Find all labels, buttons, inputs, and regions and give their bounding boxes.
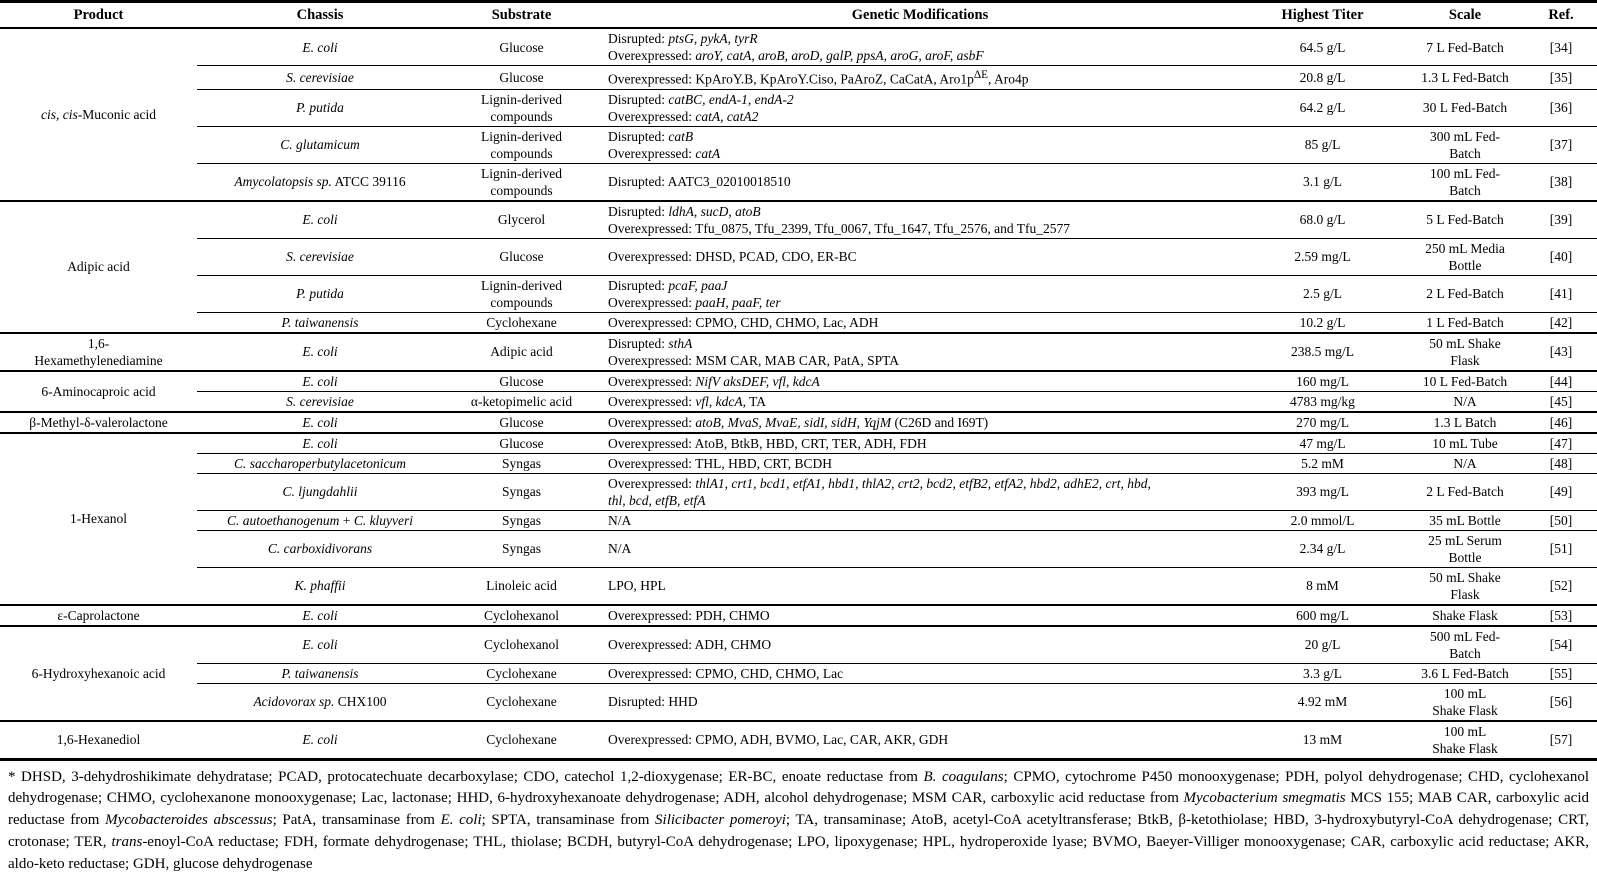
genetic-modifications-cell: LPO, HPL [600,567,1240,605]
scale-cell: N/A [1405,453,1525,473]
chassis-cell: P. taiwanensis [197,663,443,683]
chassis-cell: E. coli [197,412,443,433]
genetic-modifications-cell: Overexpressed: THL, HBD, CRT, BCDH [600,453,1240,473]
table-row [0,371,1597,392]
table-row [0,201,1597,239]
substrate-cell: Syngas [443,530,600,567]
substrate-cell: Lignin-derived compounds [443,163,600,201]
genetic-modifications-cell: Overexpressed: NifV aksDEF, vfl, kdcA [600,371,1240,392]
substrate-cell: Lignin-derived compounds [443,89,600,126]
titer-cell: 2.59 mg/L [1240,238,1405,275]
chassis-cell: E. coli [197,721,443,760]
titer-cell: 10.2 g/L [1240,312,1405,333]
chassis-cell: E. coli [197,433,443,454]
table-row [0,126,1597,163]
titer-cell: 47 mg/L [1240,433,1405,454]
table-row [0,510,1597,530]
ref-cell: [49] [1525,473,1597,510]
titer-cell: 4783 mg/kg [1240,391,1405,412]
ref-cell: [40] [1525,238,1597,275]
substrate-cell: Glucose [443,433,600,454]
table-row [0,312,1597,333]
scale-cell: 1 L Fed-Batch [1405,312,1525,333]
scale-cell: 100 mL Shake Flask [1405,721,1525,760]
genetic-modifications-cell: Disrupted: AATC3_02010018510 [600,163,1240,201]
genetic-modifications-cell: Overexpressed: KpAroY.B, KpAroY.Ciso, PaAroZ, CaCatA, $Aro1p^{\Delta E}$, Aro4p [600,66,1240,90]
col-header-substrate: Substrate [443,2,600,29]
ref-cell: [41] [1525,275,1597,312]
substrate-cell: Adipic acid [443,333,600,371]
ref-cell: [50] [1525,510,1597,530]
genetic-modifications-cell: Disrupted: catB Overexpressed: catA [600,126,1240,163]
titer-cell: 600 mg/L [1240,605,1405,626]
table-row [0,89,1597,126]
table-row [0,530,1597,567]
substrate-cell: Cyclohexane [443,663,600,683]
genetic-modifications-cell: Disrupted: HHD [600,683,1240,721]
chassis-cell: S. cerevisiae [197,238,443,275]
genetic-modifications-cell: Overexpressed: CPMO, CHD, CHMO, Lac [600,663,1240,683]
chassis-cell: P. putida [197,275,443,312]
scale-cell: 7 L Fed-Batch [1405,28,1525,66]
substrate-cell: Cyclohexane [443,312,600,333]
product-cell: cis, cis-Muconic acid [0,28,197,201]
col-header-chassis: Chassis [197,2,443,29]
ref-cell: [42] [1525,312,1597,333]
table-row [0,605,1597,626]
chassis-cell: Amycolatopsis sp. ATCC 39116 [197,163,443,201]
table-row [0,473,1597,510]
substrate-cell: Lignin-derived compounds [443,126,600,163]
scale-cell: 500 mL Fed- Batch [1405,626,1525,664]
substrate-cell: Syngas [443,510,600,530]
table-row [0,28,1597,66]
col-header-genetic-modifications: Genetic Modifications [600,2,1240,29]
genetic-modifications-cell: Disrupted: ptsG, pykA, tyrR Overexpressed: aroY, catA, aroB, aroD, galP, ppsA, aroG, aroF, asbF [600,28,1240,66]
scale-cell: 250 mL Media Bottle [1405,238,1525,275]
substrate-cell: Cyclohexane [443,683,600,721]
substrate-cell: Glucose [443,28,600,66]
scale-cell: N/A [1405,391,1525,412]
titer-cell: 85 g/L [1240,126,1405,163]
substrate-cell: Syngas [443,473,600,510]
table-row [0,453,1597,473]
scale-cell: 10 L Fed-Batch [1405,371,1525,392]
ref-cell: [34] [1525,28,1597,66]
substrate-cell: Glucose [443,238,600,275]
genetic-modifications-cell: Overexpressed: PDH, CHMO [600,605,1240,626]
product-cell: 1-Hexanol [0,433,197,605]
table-row [0,721,1597,760]
product-cell: 6-Hydroxyhexanoic acid [0,626,197,721]
table-row [0,391,1597,412]
scale-cell: 10 mL Tube [1405,433,1525,454]
chassis-cell: Acidovorax sp. CHX100 [197,683,443,721]
titer-cell: 2.34 g/L [1240,530,1405,567]
scale-cell: 2 L Fed-Batch [1405,473,1525,510]
genetic-modifications-cell: N/A [600,530,1240,567]
product-cell: ε-Caprolactone [0,605,197,626]
chassis-cell: P. taiwanensis [197,312,443,333]
substrate-cell: Glucose [443,66,600,90]
ref-cell: [44] [1525,371,1597,392]
substrate-cell: Glucose [443,371,600,392]
titer-cell: 4.92 mM [1240,683,1405,721]
chassis-cell: C. ljungdahlii [197,473,443,510]
chassis-cell: P. putida [197,89,443,126]
table-row [0,163,1597,201]
scale-cell: 1.3 L Fed-Batch [1405,66,1525,90]
chassis-cell: E. coli [197,201,443,239]
ref-cell: [51] [1525,530,1597,567]
titer-cell: 3.1 g/L [1240,163,1405,201]
substrate-cell: Cyclohexanol [443,605,600,626]
scale-cell: 300 mL Fed- Batch [1405,126,1525,163]
scale-cell: 5 L Fed-Batch [1405,201,1525,239]
titer-cell: 270 mg/L [1240,412,1405,433]
titer-cell: 160 mg/L [1240,371,1405,392]
footnote: * DHSD, 3-dehydroshikimate dehydratase; PCAD, protocatechuate decarboxylase; CDO, catechol 1,2-dioxygenase; ER-BC, enoate reductase from B. coagulans; CPMO, cytochrome P450 monooxygenase; PDH, polyol dehydrogenase; CHD, cyclohexanol dehydrogenase; CHMO, cyclohexanone monooxygenase; Lac, lactonase; HHD, 6-hydroxyhexanoate dehydrogenase; ADH, alcohol dehydrogenase; MSM CAR, carboxylic acid reductase from Mycobacterium smegmatis MCS 155; MAB CAR, carboxylic acid reductase from Mycobacteroides abscessus; PatA, transaminase from E. coli; SPTA, transaminase from Silicibacter pomeroyi; TA, transaminase; AtoB, acetyl-CoA acetyltransferase; BtkB, β-ketothiolase; HBD, 3-hydroxybutyryl-CoA dehydrogenase; CRT, crotonase; TER, trans-enoyl-CoA reductase; FDH, formate dehydrogenase; THL, thiolase; BCDH, butyryl-CoA dehydrogenase; LPO, lipoxygenase; HPL, hydroperoxide lyase; BVMO, Baeyer-Villiger monooxygenase; CAR, carboxylic acid reductase; AKR, aldo-keto reductase; GDH, glucose dehydrogenase [0,761,1597,875]
substrate-cell: Syngas [443,453,600,473]
substrate-cell: Glycerol [443,201,600,239]
table-row [0,683,1597,721]
genetic-modifications-cell: Overexpressed: ADH, CHMO [600,626,1240,664]
ref-cell: [47] [1525,433,1597,454]
ref-cell: [45] [1525,391,1597,412]
col-header-product: Product [0,2,197,29]
titer-cell: 238.5 mg/L [1240,333,1405,371]
chassis-cell: E. coli [197,333,443,371]
chassis-cell: S. cerevisiae [197,66,443,90]
substrate-cell: Cyclohexanol [443,626,600,664]
table-row [0,238,1597,275]
titer-cell: 2.0 mmol/L [1240,510,1405,530]
chassis-cell: C. saccharoperbutylacetonicum [197,453,443,473]
genetic-modifications-cell: N/A [600,510,1240,530]
scale-cell: 50 mL Shake Flask [1405,333,1525,371]
titer-cell: 68.0 g/L [1240,201,1405,239]
table-row [0,567,1597,605]
genetic-modifications-cell: Overexpressed: DHSD, PCAD, CDO, ER-BC [600,238,1240,275]
product-cell: 1,6-Hexanediol [0,721,197,760]
titer-cell: 64.2 g/L [1240,89,1405,126]
scale-cell: 30 L Fed-Batch [1405,89,1525,126]
chassis-cell: E. coli [197,28,443,66]
product-cell: β-Methyl-δ-valerolactone [0,412,197,433]
table-row [0,626,1597,664]
table-row [0,412,1597,433]
chassis-cell: C. autoethanogenum + C. kluyveri [197,510,443,530]
table-row [0,433,1597,454]
titer-cell: 20 g/L [1240,626,1405,664]
table-row [0,66,1597,90]
substrate-cell: α-ketopimelic acid [443,391,600,412]
titer-cell: 393 mg/L [1240,473,1405,510]
ref-cell: [35] [1525,66,1597,90]
chassis-cell: E. coli [197,605,443,626]
genetic-modifications-cell: Disrupted: sthA Overexpressed: MSM CAR, MAB CAR, PatA, SPTA [600,333,1240,371]
scale-cell: 100 mL Shake Flask [1405,683,1525,721]
ref-cell: [46] [1525,412,1597,433]
ref-cell: [55] [1525,663,1597,683]
product-cell: 6-Aminocaproic acid [0,371,197,412]
chassis-cell: C. glutamicum [197,126,443,163]
ref-cell: [53] [1525,605,1597,626]
substrate-cell: Cyclohexane [443,721,600,760]
scale-cell: 1.3 L Batch [1405,412,1525,433]
ref-cell: [38] [1525,163,1597,201]
scale-cell: 50 mL Shake Flask [1405,567,1525,605]
ref-cell: [36] [1525,89,1597,126]
genetic-modifications-cell: Overexpressed: vfl, kdcA, TA [600,391,1240,412]
titer-cell: 20.8 g/L [1240,66,1405,90]
ref-cell: [57] [1525,721,1597,760]
scale-cell: 35 mL Bottle [1405,510,1525,530]
chassis-cell: S. cerevisiae [197,391,443,412]
scale-cell: 100 mL Fed- Batch [1405,163,1525,201]
ref-cell: [56] [1525,683,1597,721]
substrate-cell: Glucose [443,412,600,433]
ref-cell: [52] [1525,567,1597,605]
genetic-modifications-cell: Disrupted: ldhA, sucD, atoB Overexpressed: Tfu_0875, Tfu_2399, Tfu_0067, Tfu_1647, Tfu_2576, and Tfu_2577 [600,201,1240,239]
scale-cell: 3.6 L Fed-Batch [1405,663,1525,683]
col-header-scale: Scale [1405,2,1525,29]
titer-cell: 8 mM [1240,567,1405,605]
genetic-modifications-cell: Overexpressed: thlA1, crt1, bcd1, etfA1, hbd1, thlA2, crt2, bcd2, etfB2, etfA2, hbd2, adhE2, crt, hbd, thl, bcd, etfB, etfA [600,473,1240,510]
product-cell: Adipic acid [0,201,197,333]
ref-cell: [37] [1525,126,1597,163]
genetic-modifications-cell: Overexpressed: CPMO, ADH, BVMO, Lac, CAR, AKR, GDH [600,721,1240,760]
table-row [0,333,1597,371]
table-row [0,663,1597,683]
titer-cell: 5.2 mM [1240,453,1405,473]
substrate-cell: Lignin-derived compounds [443,275,600,312]
chassis-cell: E. coli [197,626,443,664]
genetic-modifications-cell: Overexpressed: atoB, MvaS, MvaE, sidI, sidH, YqjM (C26D and I69T) [600,412,1240,433]
header-row [0,2,1597,29]
substrate-cell: Linoleic acid [443,567,600,605]
titer-cell: 13 mM [1240,721,1405,760]
titer-cell: 3.3 g/L [1240,663,1405,683]
table-row [0,275,1597,312]
scale-cell: 25 mL Serum Bottle [1405,530,1525,567]
genetic-modifications-cell: Overexpressed: CPMO, CHD, CHMO, Lac, ADH [600,312,1240,333]
chassis-cell: E. coli [197,371,443,392]
titer-cell: 64.5 g/L [1240,28,1405,66]
chassis-cell: K. phaffii [197,567,443,605]
chassis-cell: C. carboxidivorans [197,530,443,567]
ref-cell: [48] [1525,453,1597,473]
col-header-ref: Ref. [1525,2,1597,29]
col-header-highest-titer: Highest Titer [1240,2,1405,29]
scale-cell: Shake Flask [1405,605,1525,626]
product-cell: 1,6- Hexamethylenediamine [0,333,197,371]
genetic-modifications-cell: Disrupted: catBC, endA-1, endA-2 Overexpressed: catA, catA2 [600,89,1240,126]
scale-cell: 2 L Fed-Batch [1405,275,1525,312]
genetic-modifications-cell: Disrupted: pcaF, paaJ Overexpressed: paaH, paaF, ter [600,275,1240,312]
ref-cell: [39] [1525,201,1597,239]
genetic-modifications-cell: Overexpressed: AtoB, BtkB, HBD, CRT, TER, ADH, FDH [600,433,1240,454]
titer-cell: 2.5 g/L [1240,275,1405,312]
ref-cell: [43] [1525,333,1597,371]
ref-cell: [54] [1525,626,1597,664]
